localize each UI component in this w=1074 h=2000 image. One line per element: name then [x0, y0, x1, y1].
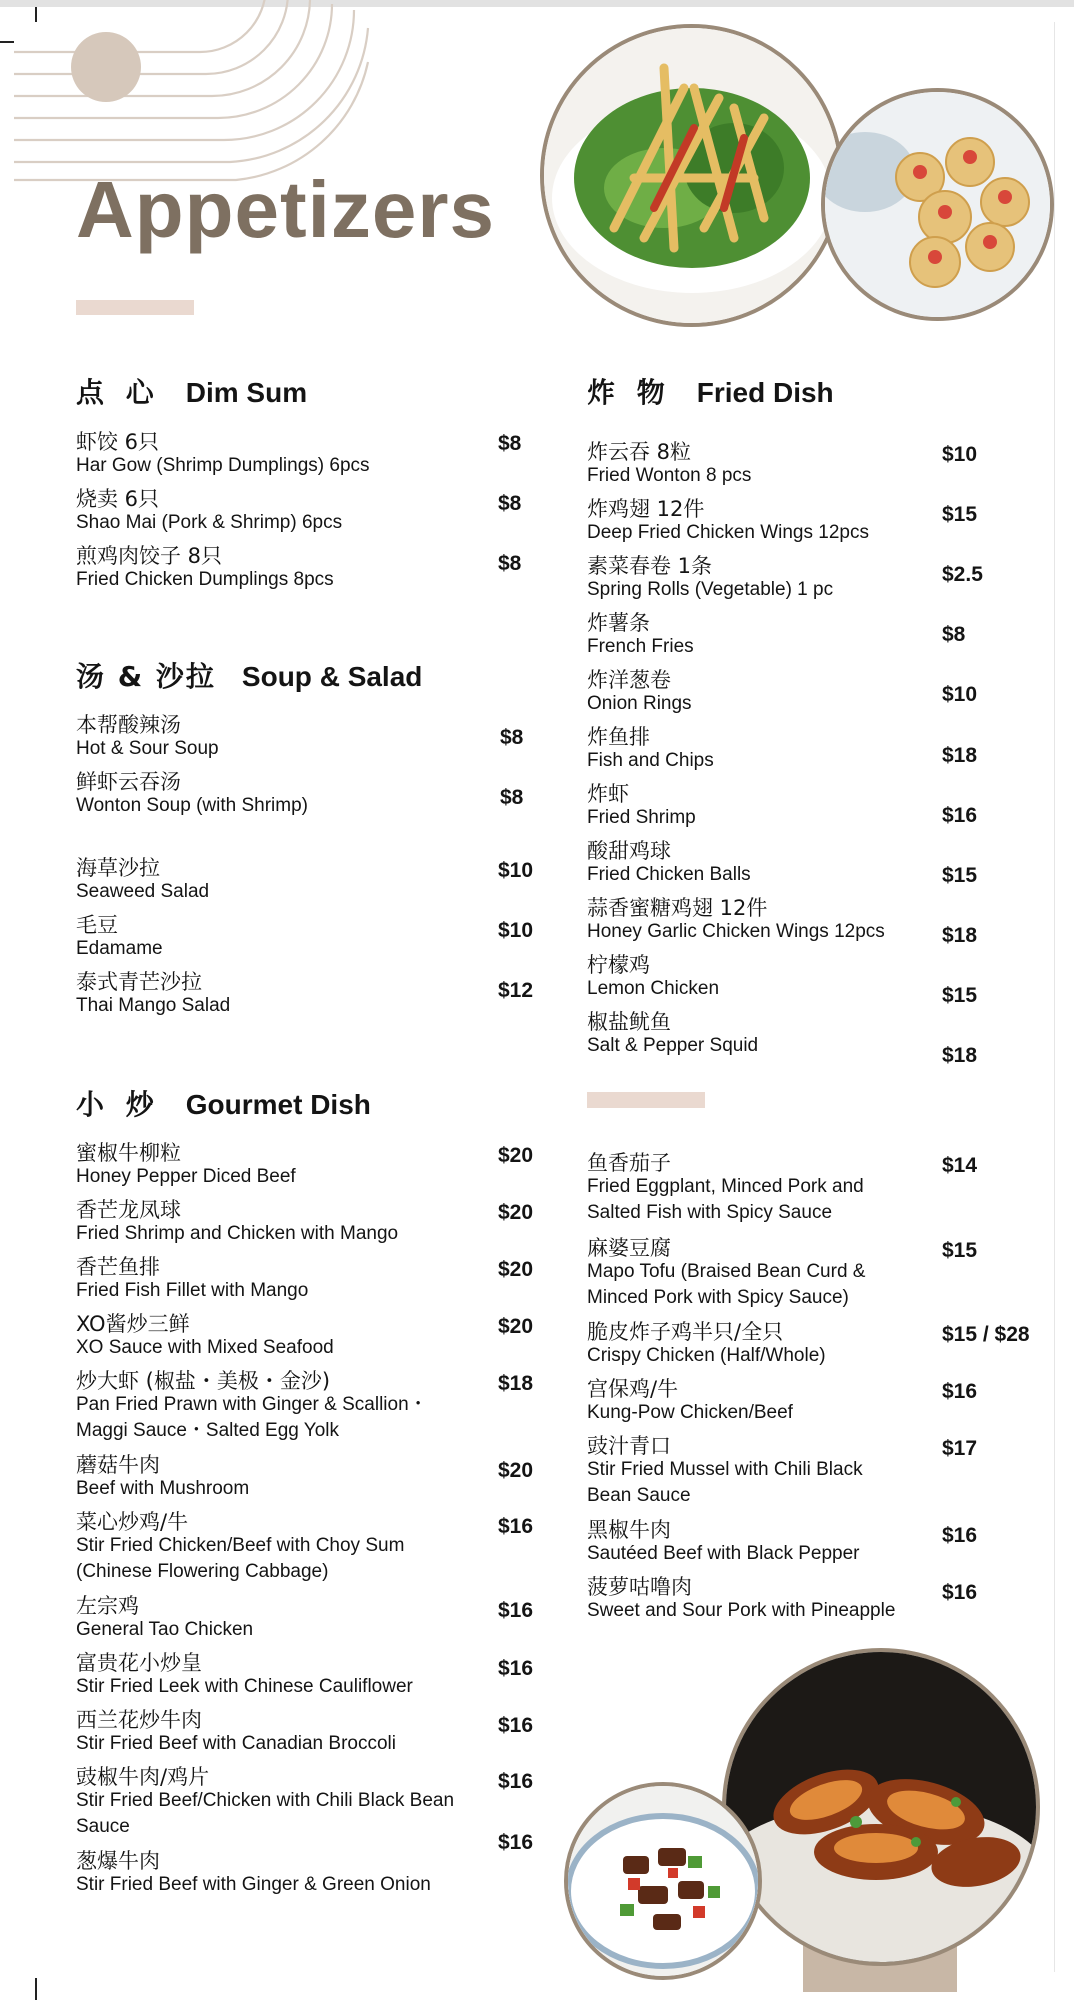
item-name-cn: 虾饺 6只 [76, 430, 160, 454]
item-price: $16 [498, 1599, 534, 1622]
item-name-en: Sauce [76, 1816, 130, 1838]
item-price: $2.5 [942, 563, 983, 586]
item-name-cn: 豉椒牛肉/鸡片 [76, 1765, 210, 1789]
item-name-cn: 椒盐鱿鱼 [587, 1010, 671, 1034]
menu-item-wonton-soup [76, 772, 308, 819]
item-name-cn: 炸鸡翅 12件 [587, 497, 705, 521]
item-name-en: Bean Sauce [587, 1485, 691, 1507]
item-price: $15 / $28 [942, 1323, 1030, 1346]
item-price: $8 [942, 623, 966, 646]
menu-item-spring-rolls [587, 556, 833, 603]
section-heading-fried [587, 376, 834, 409]
item-name-cn: 炸云吞 8粒 [587, 440, 692, 464]
menu-item-mapo-tofu [587, 1238, 865, 1311]
menu-item-fish-chips [587, 727, 714, 774]
menu-item-kung-pow [587, 1379, 793, 1426]
item-name-cn: 麻婆豆腐 [587, 1236, 671, 1260]
item-price: $20 [498, 1459, 534, 1482]
menu-item-honey-pepper-beef [76, 1143, 296, 1190]
section-heading-cn: 汤 & 沙拉 [76, 660, 216, 693]
item-name-cn: 富贵花小炒皇 [76, 1651, 202, 1675]
item-price: $16 [498, 1714, 534, 1737]
item-name-cn: 香芒鱼排 [76, 1255, 160, 1279]
item-price: $10 [498, 859, 534, 882]
item-price: $8 [500, 726, 524, 749]
item-name-cn: 鱼香茄子 [587, 1151, 671, 1175]
item-name-cn: 菠萝咕噜肉 [587, 1575, 692, 1599]
item-name-cn: 菜心炒鸡/牛 [76, 1510, 189, 1534]
item-price: $15 [942, 1239, 978, 1262]
item-name-cn: 素菜春卷 1条 [587, 554, 713, 578]
item-name-en: Honey Pepper Diced Beef [76, 1166, 296, 1187]
menu-item-crispy-chicken [587, 1322, 826, 1369]
section-heading-en: Gourmet Dish [185, 1089, 371, 1120]
fries-salad-image [540, 24, 843, 327]
item-name-cn: 柠檬鸡 [587, 953, 650, 977]
item-name-cn: 左宗鸡 [76, 1594, 139, 1618]
item-name-en: Kung-Pow Chicken/Beef [587, 1402, 793, 1423]
item-name-en: Spring Rolls (Vegetable) 1 pc [587, 579, 834, 600]
item-price: $10 [942, 443, 978, 466]
item-name-cn: 脆皮炸子鸡半只/全只 [587, 1320, 784, 1344]
menu-item-mussel [587, 1436, 863, 1509]
item-name-en: Fried Eggplant, Minced Pork and [587, 1176, 864, 1197]
crop-mark [35, 1978, 37, 2000]
item-name-en: Stir Fried Beef with Canadian Broccoli [76, 1733, 396, 1754]
item-name-en: Pan Fried Prawn with Ginger & Scallion・ [76, 1394, 428, 1415]
item-name-cn: 毛豆 [76, 913, 118, 937]
item-name-cn: 海草沙拉 [76, 856, 160, 880]
mussels-image [722, 1648, 1040, 1966]
item-price: $8 [500, 786, 524, 809]
item-price: $8 [498, 552, 522, 575]
item-name-en: Wonton Soup (with Shrimp) [76, 795, 308, 816]
item-name-en: Sweet and Sour Pork with Pineapple [587, 1600, 896, 1621]
section-heading-cn: 点 心 [76, 376, 160, 409]
item-price: $20 [498, 1258, 534, 1281]
item-price: $16 [942, 804, 978, 827]
item-name-en: Stir Fried Chicken/Beef with Choy Sum [76, 1535, 405, 1556]
menu-item-shao-mai [76, 489, 342, 536]
item-name-en: Maggi Sauce・Salted Egg Yolk [76, 1420, 340, 1442]
menu-item-fried-shrimp [587, 784, 696, 831]
item-name-en: Salted Fish with Spicy Sauce [587, 1202, 833, 1224]
section-heading-en: Soup & Salad [241, 661, 423, 692]
item-price: $16 [498, 1515, 534, 1538]
menu-item-black-pepper-beef [587, 1520, 860, 1567]
menu-item-onion-rings [587, 670, 692, 717]
item-name-en: Shao Mai (Pork & Shrimp) 6pcs [76, 512, 343, 533]
item-price: $16 [498, 1657, 534, 1680]
item-name-cn: 炸鱼排 [587, 725, 650, 749]
item-name-en: Fried Wonton 8 pcs [587, 465, 752, 486]
section-heading-en: Fried Dish [696, 377, 834, 408]
menu-item-choy-sum [76, 1512, 404, 1585]
item-name-en: Hot & Sour Soup [76, 738, 219, 759]
menu-item-shrimp-chicken-mango [76, 1200, 398, 1247]
menu-item-eggplant [587, 1153, 864, 1226]
menu-item-edamame [76, 915, 163, 962]
menu-item-xo-seafood [76, 1314, 334, 1361]
item-price: $15 [942, 503, 978, 526]
menu-item-fried-chicken-wings [587, 499, 869, 546]
item-name-cn: 香芒龙凤球 [76, 1198, 181, 1222]
menu-item-fish-fillet-mango [76, 1257, 308, 1304]
item-name-cn: 酸甜鸡球 [587, 839, 671, 863]
menu-item-beef-broccoli [76, 1710, 396, 1757]
item-name-en: Salt & Pepper Squid [587, 1035, 759, 1056]
item-name-en: Fried Chicken Dumplings 8pcs [76, 569, 334, 590]
item-name-en: Sautéed Beef with Black Pepper [587, 1543, 860, 1564]
menu-item-chili-black-bean-beef [76, 1767, 454, 1840]
menu-item-fried-wonton [587, 442, 751, 489]
item-name-en: Fish and Chips [587, 750, 714, 771]
item-name-cn: 宫保鸡/牛 [587, 1377, 679, 1401]
item-name-cn: 西兰花炒牛肉 [76, 1708, 202, 1732]
page-title: Appetizers [76, 165, 495, 254]
menu-item-leek-cauliflower [76, 1653, 413, 1700]
item-name-en: Thai Mango Salad [76, 995, 231, 1016]
item-price: $10 [942, 683, 978, 706]
item-name-cn: 蜜椒牛柳粒 [76, 1141, 181, 1165]
section-heading-cn: 炸 物 [587, 376, 671, 409]
item-name-en: Minced Pork with Spicy Sauce) [587, 1287, 849, 1309]
item-name-cn: 炒大虾 (椒盐・美极・金沙) [76, 1369, 331, 1393]
menu-item-chicken-dumplings [76, 546, 334, 593]
item-name-cn: 葱爆牛肉 [76, 1849, 160, 1873]
menu-item-french-fries [587, 613, 694, 660]
item-name-en: Stir Fried Leek with Chinese Cauliflower [76, 1676, 413, 1697]
item-price: $10 [498, 919, 534, 942]
item-price: $20 [498, 1201, 534, 1224]
menu-item-har-gow [76, 432, 370, 479]
item-name-en: Honey Garlic Chicken Wings 12pcs [587, 921, 885, 942]
item-name-en: Seaweed Salad [76, 881, 210, 902]
section-divider-bar [587, 1092, 705, 1108]
item-name-cn: 本帮酸辣汤 [76, 713, 181, 737]
item-name-cn: 炸薯条 [587, 611, 650, 635]
item-price: $16 [942, 1524, 978, 1547]
section-heading-gourmet [76, 1088, 371, 1121]
menu-item-salt-pepper-squid [587, 1012, 758, 1059]
decorative-arcs [0, 0, 400, 190]
item-name-en: Mapo Tofu (Braised Bean Curd & [587, 1261, 866, 1282]
page-edge-line [1054, 22, 1055, 1972]
menu-item-beef-mushroom [76, 1455, 249, 1502]
item-name-cn: 豉汁青口 [587, 1434, 671, 1458]
item-name-en: (Chinese Flowering Cabbage) [76, 1561, 329, 1583]
item-name-en: Beef with Mushroom [76, 1478, 250, 1499]
menu-item-sweet-sour-pork [587, 1577, 895, 1624]
menu-item-chicken-balls [587, 841, 751, 888]
menu-item-ginger-green-onion-beef [76, 1851, 431, 1898]
item-name-en: Stir Fried Mussel with Chili Black [587, 1459, 863, 1480]
item-price: $16 [942, 1581, 978, 1604]
menu-item-lemon-chicken [587, 955, 719, 1002]
item-price: $18 [942, 924, 978, 947]
section-heading-cn: 小 炒 [76, 1088, 160, 1121]
item-name-en: XO Sauce with Mixed Seafood [76, 1337, 334, 1358]
item-price: $8 [498, 432, 522, 455]
item-price: $20 [498, 1315, 534, 1338]
item-name-en: Fried Shrimp and Chicken with Mango [76, 1223, 399, 1244]
item-name-cn: 鲜虾云吞汤 [76, 770, 181, 794]
item-name-en: Edamame [76, 938, 163, 959]
item-name-cn: 炸虾 [587, 782, 629, 806]
menu-item-seaweed-salad [76, 858, 209, 905]
shao-mai-image [821, 88, 1054, 321]
menu-item-hot-sour-soup [76, 715, 219, 762]
stir-fry-beef-image [564, 1782, 762, 1980]
item-price: $20 [498, 1144, 534, 1167]
menu-item-honey-garlic-wings [587, 898, 885, 945]
item-name-en: Lemon Chicken [587, 978, 720, 999]
item-name-en: Stir Fried Beef with Ginger & Green Onion [76, 1874, 431, 1895]
item-name-en: Stir Fried Beef/Chicken with Chili Black Bean [76, 1790, 455, 1811]
item-price: $18 [942, 1044, 978, 1067]
item-name-cn: 炸洋葱卷 [587, 668, 671, 692]
item-price: $18 [498, 1372, 534, 1395]
menu-item-thai-mango-salad [76, 972, 230, 1019]
item-name-cn: 泰式青芒沙拉 [76, 970, 202, 994]
item-name-en: Fried Shrimp [587, 807, 696, 828]
item-name-en: Crispy Chicken (Half/Whole) [587, 1345, 826, 1366]
item-name-cn: 烧卖 6只 [76, 487, 160, 511]
item-name-en: Har Gow (Shrimp Dumplings) 6pcs [76, 455, 370, 476]
item-price: $12 [498, 979, 534, 1002]
menu-item-general-tao [76, 1596, 253, 1643]
item-name-cn: 煎鸡肉饺子 8只 [76, 544, 223, 568]
menu-item-pan-fried-prawn [76, 1371, 428, 1444]
item-price: $14 [942, 1154, 978, 1177]
section-heading-soup-salad [76, 660, 423, 693]
item-price: $15 [942, 864, 978, 887]
item-name-en: Onion Rings [587, 693, 692, 714]
item-price: $16 [498, 1770, 534, 1793]
item-name-cn: 蒜香蜜糖鸡翅 12件 [587, 896, 768, 920]
item-name-en: Fried Fish Fillet with Mango [76, 1280, 309, 1301]
item-name-cn: XO酱炒三鲜 [76, 1312, 190, 1336]
item-name-en: Deep Fried Chicken Wings 12pcs [587, 522, 869, 543]
item-price: $15 [942, 984, 978, 1007]
section-heading-en: Dim Sum [185, 377, 308, 408]
item-price: $17 [942, 1437, 978, 1460]
item-price: $16 [942, 1380, 978, 1403]
item-price: $8 [498, 492, 522, 515]
item-name-cn: 蘑菇牛肉 [76, 1453, 160, 1477]
item-price: $18 [942, 744, 978, 767]
item-name-en: Fried Chicken Balls [587, 864, 751, 885]
item-name-en: General Tao Chicken [76, 1619, 254, 1640]
item-name-cn: 黑椒牛肉 [587, 1518, 671, 1542]
item-price: $16 [498, 1831, 534, 1854]
item-name-en: French Fries [587, 636, 694, 657]
title-accent-bar [76, 300, 194, 315]
section-heading-dim-sum [76, 376, 308, 409]
